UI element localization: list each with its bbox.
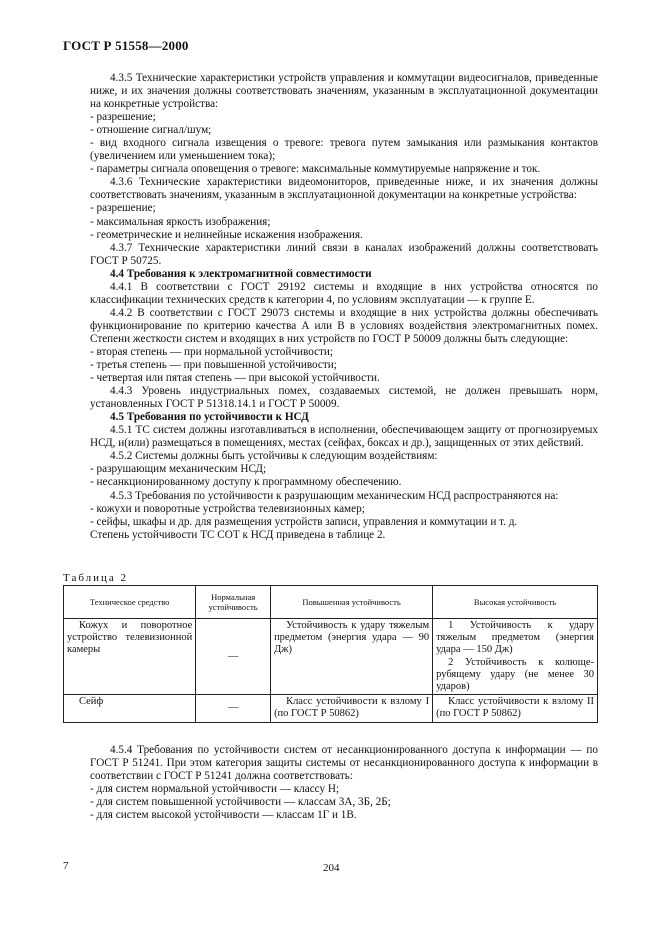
document-header: ГОСТ Р 51558—2000 [63, 38, 189, 53]
table-cell: — [196, 619, 271, 695]
list-item: - максимальная яркость изображения; [90, 215, 271, 228]
list-item: - кожухи и поворотные устройства телевизионных камер; [90, 502, 365, 515]
paragraph: 4.5.3 Требования по устойчивости к разрушающим механическим НСД распространяются на: [110, 489, 559, 502]
section-heading: 4.5 Требования по устойчивости к НСД [110, 411, 309, 424]
list-item: - отношение сигнал/шум; [90, 124, 212, 137]
paragraph: 4.5.2 Системы должны быть устойчивы к следующим воздействиям: [110, 450, 438, 463]
folio-number: 204 [323, 862, 340, 874]
list-item: - геометрические и нелинейные искажения изображения. [90, 228, 363, 241]
paragraph: 4.3.7 Технические характеристики линий связи в каналах изображений должны соответствовать ГОСТ Р 50725. [90, 241, 598, 267]
table-header-cell: Повышенная устойчивость [271, 586, 433, 619]
list-item: - четвертая или пятая степень — при высокой устойчивости. [90, 372, 380, 385]
table-cell: Устойчивость к удару тяжелым предметом (энергия удара — 90 Дж) [271, 619, 433, 695]
table-cell [433, 619, 598, 695]
list-item: - вид входного сигнала извещения о тревоге: тревога путем замыкания или размыкания контактов (увеличением или уменьшением тока); [90, 137, 598, 163]
table-header-row [64, 586, 598, 619]
table-header-cell: Техническое средство [64, 586, 196, 619]
table-header-cell: Нормальная устойчивость [196, 586, 271, 619]
list-item: - для систем высокой устойчивости — классам 1Г и 1В. [90, 809, 357, 822]
paragraph: 4.4.1 В соответствии с ГОСТ 29192 системы и входящие в них устройства относятся по классификации технических средств к категории 4, по условиям эксплуатации — к группе Е. [90, 280, 598, 306]
section-heading: 4.4 Требования к электромагнитной совместимости [110, 267, 372, 280]
table-cell-item: 2 Устойчивость к колюще-рубящему удару (не менее 30 ударов) [436, 656, 594, 693]
list-item: - разрешение; [90, 111, 156, 124]
table-cell: Класс устойчивости к взлому I (по ГОСТ Р 50862) [271, 695, 433, 722]
paragraph: 4.5.4 Требования по устойчивости систем от несанкционированного доступа к информации — по ГОСТ Р 51241. При этом категория защиты системы от несанкционированного доступа к информации в соответствии с ГОСТ Р 51241 должна соответствовать: [90, 744, 598, 783]
list-item: - вторая степень — при нормальной устойчивости; [90, 345, 334, 358]
body-text-section-2 [90, 744, 598, 822]
table-cell-item: 1 Устойчивость к удару тяжелым предметом (энергия удара — 150 Дж) [436, 620, 594, 656]
paragraph: 4.3.6 Технические характеристики видеомониторов, приведенные ниже, и их значения должны соответствовать значениям, указанным в эксплуатационной документации на конкретные устройства: [90, 176, 598, 202]
list-item: - для систем повышенной устойчивости — классам 3А, 3Б, 2Б; [90, 796, 391, 809]
list-item: - параметры сигнала оповещения о тревоге: максимальные коммутируемые напряжение и ток. [90, 163, 541, 176]
list-item: - разрешение; [90, 202, 156, 215]
list-item: - разрушающим механическим НСД; [90, 463, 267, 476]
page-number: 7 [63, 860, 69, 872]
list-item: - сейфы, шкафы и др. для размещения устройств записи, управления и коммутации и т. д. [90, 515, 518, 528]
table-header-cell: Высокая устойчивость [433, 586, 598, 619]
table-row [64, 619, 598, 695]
table-cell: Класс устойчивости к взлому II (по ГОСТ Р 50862) [433, 695, 598, 722]
table-caption: Таблица 2 [63, 572, 129, 584]
table-cell: Сейф [64, 695, 196, 722]
list-item: - третья степень — при повышенной устойчивости; [90, 359, 337, 372]
list-item: - для систем нормальной устойчивости — классу Н; [90, 783, 340, 796]
table-row [64, 695, 598, 722]
list-item: - несанкционированному доступу к программному обеспечению. [90, 476, 402, 489]
table-2 [63, 585, 598, 723]
paragraph: 4.4.2 В соответствии с ГОСТ 29073 системы и входящие в них устройства должны обеспечивать функционирование по критерию качества А или В в условиях воздействия электромагнитных помех. Степени жесткости систем и входящих в них устройств по ГОСТ Р 50009 должны быть следующие: [90, 306, 598, 345]
table-cell: Кожух и поворотное устройство телевизионной камеры [64, 619, 196, 695]
body-text-section-1 [90, 72, 598, 542]
table-cell: — [196, 695, 271, 722]
paragraph: 4.3.5 Технические характеристики устройств управления и коммутации видеосигналов, приведенные ниже, и их значения должны соответствовать значениям, указанным в эксплуатационной документации на конкретные устройства: [90, 72, 598, 111]
paragraph: 4.5.1 ТС систем должны изготавливаться в исполнении, обеспечивающем защиту от прогнозируемых НСД, и(или) размещаться в помещениях, местах (сейфах, боксах и др.), защищенных от этих действий. [90, 424, 598, 450]
paragraph: Степень устойчивости ТС СОТ к НСД приведена в таблице 2. [90, 528, 386, 541]
paragraph: 4.4.3 Уровень индустриальных помех, создаваемых системой, не должен превышать норм, установленных ГОСТ Р 51318.14.1 и ГОСТ Р 50009. [90, 385, 598, 411]
